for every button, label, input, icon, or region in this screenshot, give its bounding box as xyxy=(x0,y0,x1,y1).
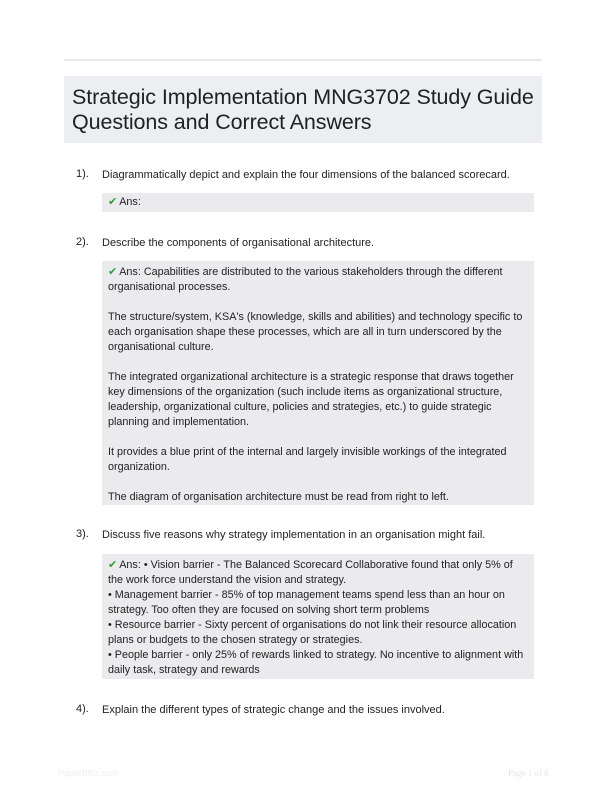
answer-text: Ans: xyxy=(119,196,141,208)
question-number: 3). xyxy=(76,528,89,540)
answer-line: • People barrier - only 25% of rewards linked to strategy. No incentive to alignment with daily task, strategy and rewards xyxy=(108,649,524,676)
page-number: Page 1 of 6 xyxy=(508,768,549,778)
answer-paragraph: It provides a blue print of the internal and largely invisible workings of the integrated organization. xyxy=(108,446,507,473)
question-text: Discuss five reasons why strategy implementation in an organisation might fail. xyxy=(102,529,486,541)
question-number: 2). xyxy=(76,236,89,248)
page-title: Strategic Implementation MNG3702 Study Guide Questions and Correct Answers xyxy=(72,85,534,134)
top-divider xyxy=(64,59,542,61)
footer-site-watermark: PaperBlitz.com xyxy=(58,768,119,778)
answer-paragraph: The integrated organizational architecture is a strategic response that draws together key dimensions of the organization (such include items as organizational structure, leadership, organizational culture, policies and strategies, etc.) to guide strategic planning and implementation. xyxy=(108,371,514,428)
answer-line: ✔ Ans: • Vision barrier - The Balanced Scorecard Collaborative found that only 5% of the work force understand the vision and strategy. xyxy=(108,559,513,586)
question-text: Explain the different types of strategic change and the issues involved. xyxy=(102,704,445,716)
answer-line: • Management barrier - 85% of top management teams spend less than an hour on strategy. Too often they are focused on solving short term problems xyxy=(108,589,505,616)
question-number: 1). xyxy=(76,168,89,180)
check-icon: ✔ xyxy=(108,196,118,208)
check-icon: ✔ xyxy=(108,266,118,278)
answer-paragraph: ✔ Ans: Capabilities are distributed to the various stakeholders through the different organisational processes. xyxy=(108,266,503,293)
question-text: Diagrammatically depict and explain the four dimensions of the balanced scorecard. xyxy=(102,169,510,181)
answer-paragraph: The diagram of organisation architecture must be read from right to left. xyxy=(108,491,449,503)
question-number: 4). xyxy=(76,703,89,715)
answer-paragraph: The structure/system, KSA's (knowledge, skills and abilities) and technology specific to each organisation shape these processes, which are all in turn underscored by the organisational culture. xyxy=(108,311,523,353)
answer-box-2 xyxy=(102,261,534,505)
answer-line: • Resource barrier - Sixty percent of organisations do not link their resource allocation plans or budgets to the chosen strategy or strategies. xyxy=(108,619,517,646)
question-text: Describe the components of organisational architecture. xyxy=(102,237,375,249)
answer-box-3 xyxy=(102,554,534,679)
check-icon: ✔ xyxy=(108,559,118,571)
answer-box-1 xyxy=(102,193,534,212)
title-banner xyxy=(64,76,542,143)
